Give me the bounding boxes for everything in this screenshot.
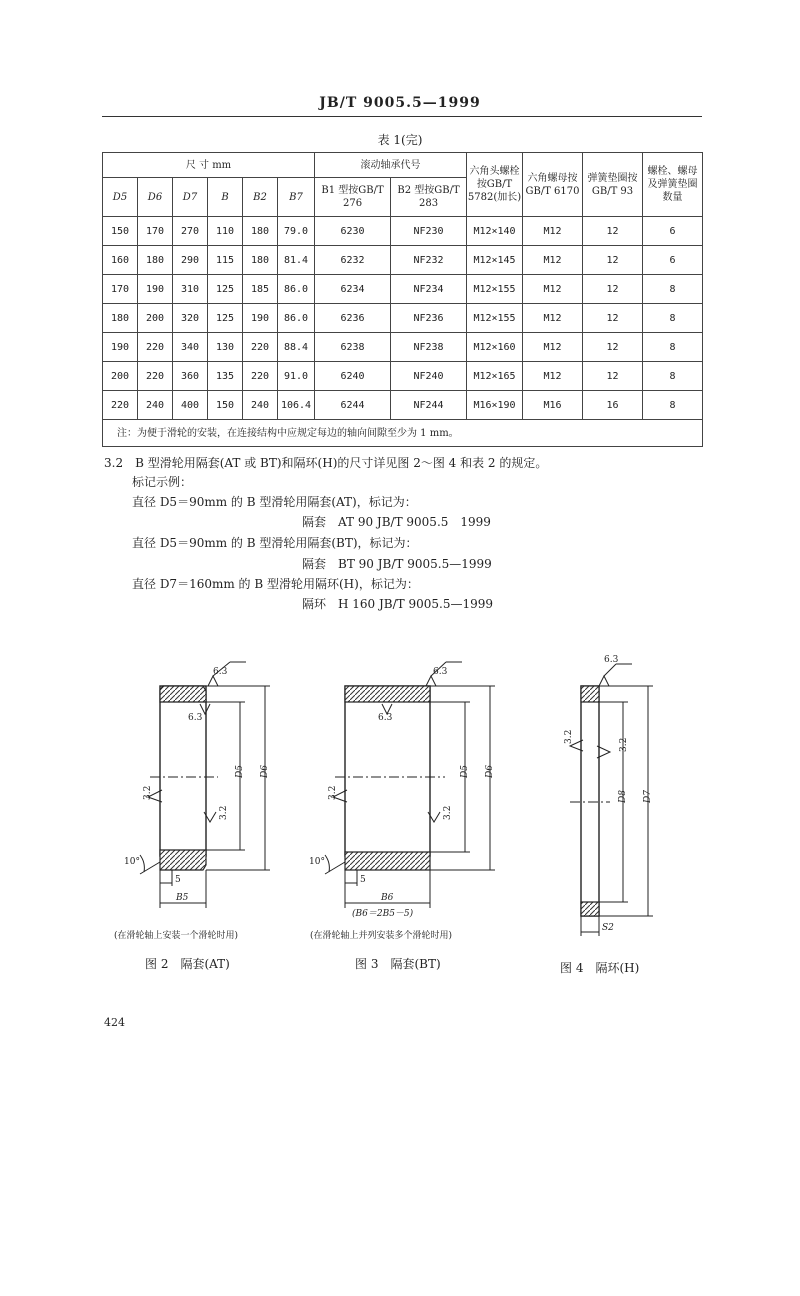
table-cell: M12×165 bbox=[467, 362, 523, 391]
table-cell: 240 bbox=[243, 391, 278, 420]
table-cell: 190 bbox=[103, 333, 138, 362]
table-note: 注：为便于滑轮的安装，在连接结构中应规定每边的轴向间隙至少为 1 mm。 bbox=[103, 420, 703, 447]
table-cell: 185 bbox=[243, 275, 278, 304]
table-cell: 160 bbox=[103, 246, 138, 275]
table-cell: 12 bbox=[583, 333, 643, 362]
fig3-equation: (B6＝2B5－5) bbox=[352, 909, 414, 919]
table-cell: 6238 bbox=[315, 333, 391, 362]
table-cell: 81.4 bbox=[278, 246, 315, 275]
fig2-angle: 10° bbox=[124, 857, 140, 867]
table-cell: 310 bbox=[173, 275, 208, 304]
table-cell: 170 bbox=[138, 217, 173, 246]
table-cell: 8 bbox=[643, 391, 703, 420]
table-cell: 8 bbox=[643, 333, 703, 362]
fig4-rough-left: 3.2 bbox=[564, 729, 574, 744]
fig4-rough-right: 3.2 bbox=[619, 737, 629, 752]
table-cell: M16×190 bbox=[467, 391, 523, 420]
fig2-dim-d5: D5 bbox=[235, 765, 245, 778]
fig3-caption: 图 3 隔套(BT) bbox=[355, 957, 441, 971]
table-cell: 340 bbox=[173, 333, 208, 362]
table-cell: M12×155 bbox=[467, 275, 523, 304]
fig2-note: (在滑轮轴上安装一个滑轮时用) bbox=[114, 931, 239, 941]
fig4-rough-top: 6.3 bbox=[604, 655, 619, 665]
fig4-dim-s2: S2 bbox=[602, 923, 614, 933]
table-cell: NF234 bbox=[391, 275, 467, 304]
fig2-dim-d6: D6 bbox=[260, 765, 270, 778]
fig3-note: (在滑轮轴上并列安装多个滑轮时用) bbox=[310, 931, 453, 941]
table-cell: 8 bbox=[643, 362, 703, 391]
table-cell: 190 bbox=[243, 304, 278, 333]
fig2-rough-right: 3.2 bbox=[219, 805, 229, 820]
table-cell: 170 bbox=[103, 275, 138, 304]
fig2-dim-5: 5 bbox=[175, 875, 181, 885]
table-cell: 180 bbox=[103, 304, 138, 333]
table-cell: 115 bbox=[208, 246, 243, 275]
header-washer: 弹簧垫圈按GB/T 93 bbox=[583, 153, 643, 217]
table-cell: 240 bbox=[138, 391, 173, 420]
figures-drawing bbox=[100, 650, 700, 990]
table-cell: M12 bbox=[523, 217, 583, 246]
dimension-table bbox=[102, 152, 702, 447]
table-cell: M12×160 bbox=[467, 333, 523, 362]
table-cell: 200 bbox=[138, 304, 173, 333]
fig3-dim-d5: D5 bbox=[460, 765, 470, 778]
table-cell: 110 bbox=[208, 217, 243, 246]
header-b1-type: B1 型按GB/T 276 bbox=[315, 178, 391, 217]
fig3-angle: 10° bbox=[309, 857, 325, 867]
table-cell: 6232 bbox=[315, 246, 391, 275]
clause-3-2: 3.2 B 型滑轮用隔套(AT 或 BT)和隔环(H)的尺寸详见图 2～图 4 和表 2 的规定。 bbox=[104, 456, 548, 470]
table-row bbox=[103, 333, 703, 362]
example-bt-mark: 隔套 BT 90 JB/T 9005.5—1999 bbox=[302, 557, 492, 571]
header-d7: D7 bbox=[173, 178, 208, 217]
table-cell: 12 bbox=[583, 246, 643, 275]
table-cell: NF240 bbox=[391, 362, 467, 391]
fig3-dim-b6: B6 bbox=[381, 893, 394, 903]
figure-3-drawing bbox=[325, 662, 495, 908]
figure-4-drawing bbox=[570, 664, 653, 936]
table-cell: 135 bbox=[208, 362, 243, 391]
table-cell: 8 bbox=[643, 275, 703, 304]
table-cell: 12 bbox=[583, 362, 643, 391]
table-cell: 6 bbox=[643, 246, 703, 275]
example-h-desc: 直径 D7＝160mm 的 B 型滑轮用隔环(H)，标记为： bbox=[132, 577, 419, 591]
standard-header: JB/T 9005.5—1999 bbox=[319, 95, 481, 111]
table-cell: M12 bbox=[523, 304, 583, 333]
header-d6: D6 bbox=[138, 178, 173, 217]
table-cell: 106.4 bbox=[278, 391, 315, 420]
fig3-rough-inner: 6.3 bbox=[378, 713, 393, 723]
header-size: 尺 寸 mm bbox=[103, 153, 315, 178]
table-cell: M12 bbox=[523, 275, 583, 304]
header-b: B bbox=[208, 178, 243, 217]
table-cell: 125 bbox=[208, 275, 243, 304]
table-row bbox=[103, 304, 703, 333]
fig3-rough-left: 3.2 bbox=[328, 785, 338, 800]
fig2-rough-top: 6.3 bbox=[213, 667, 228, 677]
table-cell: 12 bbox=[583, 217, 643, 246]
table-cell: M12 bbox=[523, 333, 583, 362]
fig2-rough-inner: 6.3 bbox=[188, 713, 203, 723]
table-row bbox=[103, 391, 703, 420]
table-cell: 88.4 bbox=[278, 333, 315, 362]
table-cell: 91.0 bbox=[278, 362, 315, 391]
table-cell: 180 bbox=[243, 246, 278, 275]
table-cell: 150 bbox=[208, 391, 243, 420]
header-count: 螺栓、螺母及弹簧垫圈数量 bbox=[643, 153, 703, 217]
table-cell: 270 bbox=[173, 217, 208, 246]
example-at-mark: 隔套 AT 90 JB/T 9005.5 1999 bbox=[302, 515, 491, 529]
table-cell: M12×140 bbox=[467, 217, 523, 246]
fig3-dim-5: 5 bbox=[360, 875, 366, 885]
header-b2: B2 bbox=[243, 178, 278, 217]
table-cell: NF230 bbox=[391, 217, 467, 246]
table-cell: 16 bbox=[583, 391, 643, 420]
fig4-dim-d8: D8 bbox=[618, 790, 628, 803]
fig3-rough-right: 3.2 bbox=[443, 805, 453, 820]
table-cell: 6244 bbox=[315, 391, 391, 420]
table-cell: 6234 bbox=[315, 275, 391, 304]
table-cell: 290 bbox=[173, 246, 208, 275]
table-cell: 79.0 bbox=[278, 217, 315, 246]
table-row bbox=[103, 275, 703, 304]
table-cell: 6230 bbox=[315, 217, 391, 246]
header-d5: D5 bbox=[103, 178, 138, 217]
table-cell: 6 bbox=[643, 217, 703, 246]
table-row bbox=[103, 246, 703, 275]
table-cell: NF244 bbox=[391, 391, 467, 420]
table-cell: 200 bbox=[103, 362, 138, 391]
table-cell: M12×145 bbox=[467, 246, 523, 275]
table-cell: NF232 bbox=[391, 246, 467, 275]
table-cell: NF238 bbox=[391, 333, 467, 362]
table-cell: 180 bbox=[138, 246, 173, 275]
table-cell: 190 bbox=[138, 275, 173, 304]
fig3-dim-d6: D6 bbox=[485, 765, 495, 778]
table-caption: 表 1(完) bbox=[377, 133, 423, 147]
fig4-caption: 图 4 隔环(H) bbox=[560, 961, 640, 975]
header-rule bbox=[102, 116, 702, 117]
header-nut: 六角螺母按GB/T 6170 bbox=[523, 153, 583, 217]
table-cell: 220 bbox=[103, 391, 138, 420]
table-cell: 12 bbox=[583, 304, 643, 333]
table-cell: M12×155 bbox=[467, 304, 523, 333]
table-cell: 6240 bbox=[315, 362, 391, 391]
table-cell: NF236 bbox=[391, 304, 467, 333]
marking-example-label: 标记示例： bbox=[132, 475, 193, 489]
header-b7: B7 bbox=[278, 178, 315, 217]
figure-2-drawing bbox=[140, 662, 270, 908]
table-cell: 320 bbox=[173, 304, 208, 333]
table-cell: M12 bbox=[523, 362, 583, 391]
fig2-caption: 图 2 隔套(AT) bbox=[145, 957, 230, 971]
table-cell: M16 bbox=[523, 391, 583, 420]
table-cell: 12 bbox=[583, 275, 643, 304]
example-at-desc: 直径 D5＝90mm 的 B 型滑轮用隔套(AT)，标记为： bbox=[132, 495, 417, 509]
table-cell: 360 bbox=[173, 362, 208, 391]
table-cell: 6236 bbox=[315, 304, 391, 333]
table-cell: 130 bbox=[208, 333, 243, 362]
example-h-mark: 隔环 H 160 JB/T 9005.5—1999 bbox=[302, 597, 494, 611]
fig2-rough-left: 3.2 bbox=[143, 785, 153, 800]
table-cell: 8 bbox=[643, 304, 703, 333]
table-cell: M12 bbox=[523, 246, 583, 275]
table-body bbox=[103, 217, 703, 420]
table-row bbox=[103, 362, 703, 391]
table-cell: 125 bbox=[208, 304, 243, 333]
table-cell: 150 bbox=[103, 217, 138, 246]
page-number: 424 bbox=[104, 1016, 125, 1029]
example-bt-desc: 直径 D5＝90mm 的 B 型滑轮用隔套(BT)，标记为： bbox=[132, 536, 418, 550]
fig4-dim-d7: D7 bbox=[643, 790, 653, 803]
fig2-dim-b5: B5 bbox=[176, 893, 189, 903]
table-cell: 220 bbox=[243, 333, 278, 362]
fig3-rough-top: 6.3 bbox=[433, 667, 448, 677]
table-cell: 400 bbox=[173, 391, 208, 420]
header-bolt: 六角头螺栓按GB/T 5782(加长) bbox=[467, 153, 523, 217]
table-row bbox=[103, 217, 703, 246]
table-cell: 220 bbox=[138, 362, 173, 391]
header-bearing: 滚动轴承代号 bbox=[315, 153, 467, 178]
table-cell: 86.0 bbox=[278, 304, 315, 333]
table-cell: 180 bbox=[243, 217, 278, 246]
header-b2-type: B2 型按GB/T 283 bbox=[391, 178, 467, 217]
table-cell: 220 bbox=[243, 362, 278, 391]
table-cell: 220 bbox=[138, 333, 173, 362]
table-cell: 86.0 bbox=[278, 275, 315, 304]
